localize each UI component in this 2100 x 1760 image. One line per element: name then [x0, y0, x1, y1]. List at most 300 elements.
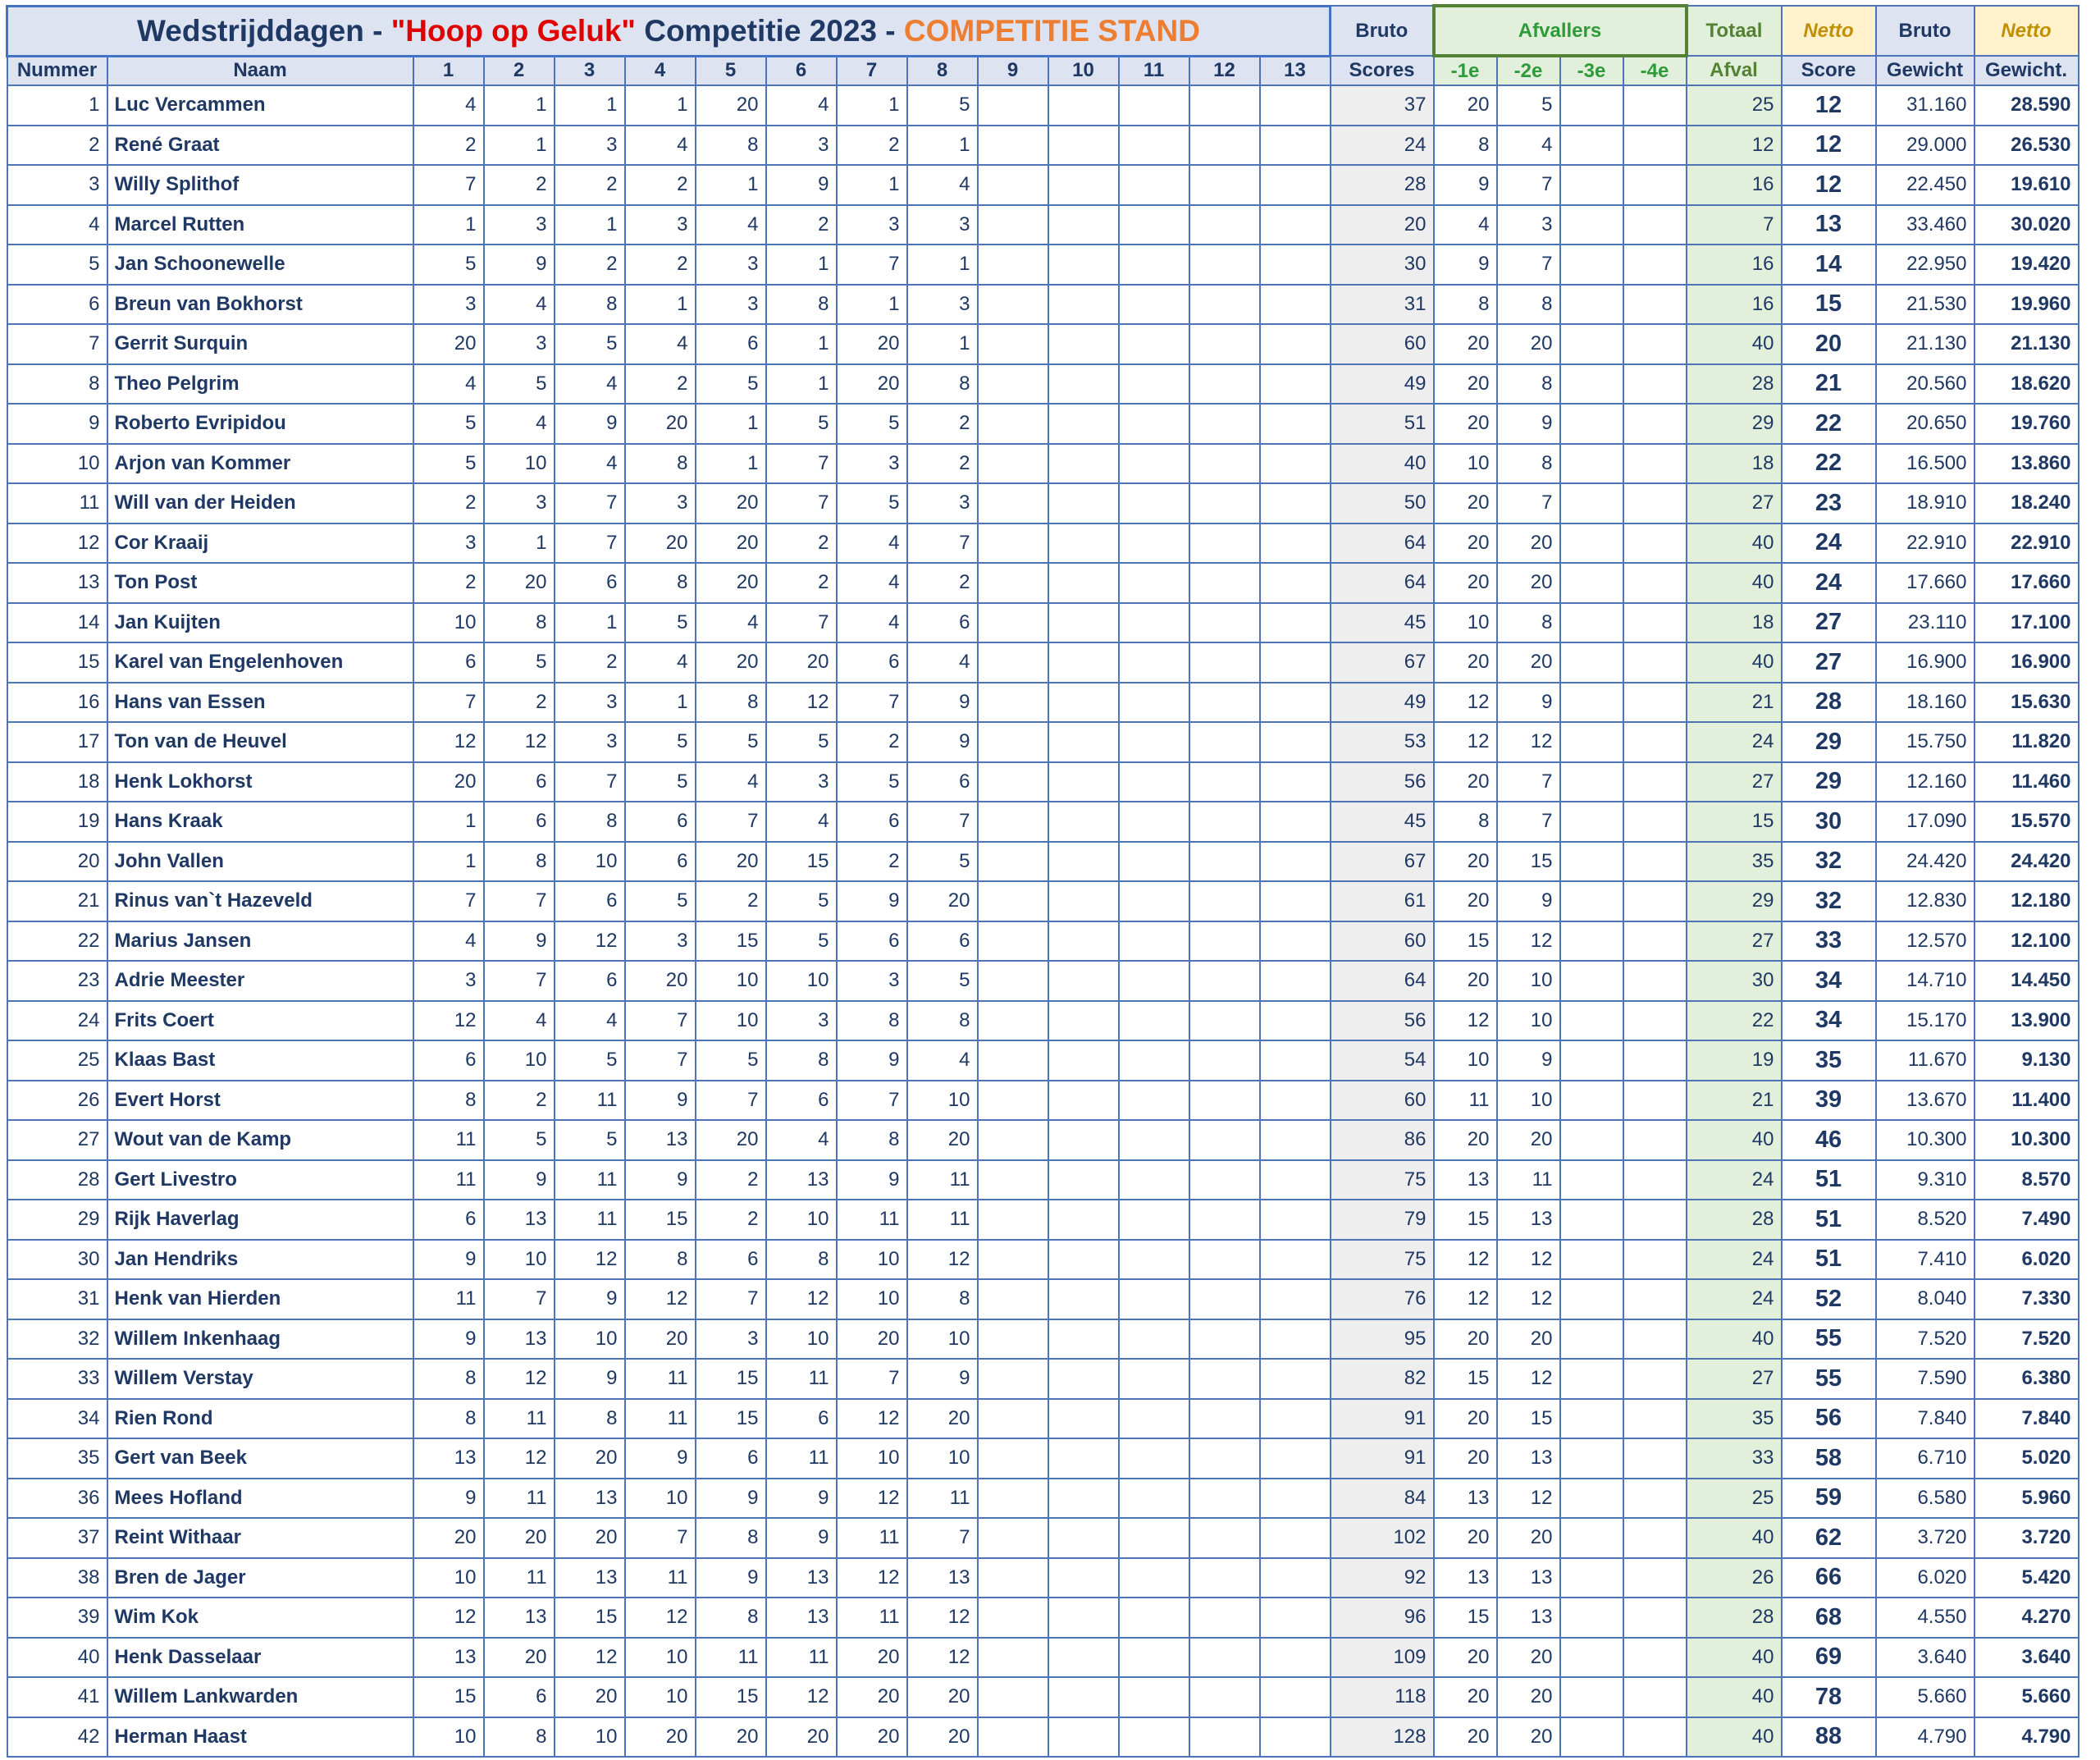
day-score: 1: [696, 404, 766, 444]
row-number: 22: [7, 921, 107, 962]
netto-score: 27: [1782, 642, 1876, 683]
participant-name: Hans van Essen: [107, 683, 413, 723]
day-score: 9: [413, 1240, 484, 1280]
table-row: [7, 642, 2079, 683]
day-score: 8: [484, 842, 555, 882]
afvaller-4: [1623, 364, 1687, 405]
netto-score: 39: [1782, 1081, 1876, 1121]
netto-score: 51: [1782, 1200, 1876, 1240]
day-score: [978, 1200, 1048, 1240]
day-score: 8: [413, 1081, 484, 1121]
row-number: 26: [7, 1081, 107, 1121]
total-afval: 24: [1687, 1240, 1782, 1280]
row-number: 37: [7, 1518, 107, 1558]
day-score: 9: [484, 921, 555, 962]
bruto-score: 64: [1331, 523, 1434, 564]
day-score: 11: [907, 1479, 978, 1519]
afvaller-1: 20: [1434, 881, 1497, 921]
day-score: [1189, 1200, 1260, 1240]
total-afval: 24: [1687, 1279, 1782, 1319]
participant-name: Roberto Evripidou: [107, 404, 413, 444]
day-score: [1260, 444, 1331, 484]
day-score: 20: [907, 1717, 978, 1758]
day-score: 6: [625, 802, 696, 842]
day-score: 11: [413, 1120, 484, 1160]
day-score: 7: [837, 1359, 907, 1399]
column-header: 3: [555, 56, 625, 85]
day-score: 9: [555, 1279, 625, 1319]
day-score: 8: [696, 1518, 766, 1558]
day-score: 2: [766, 205, 837, 245]
day-score: 12: [484, 1359, 555, 1399]
total-afval: 27: [1687, 762, 1782, 802]
day-score: [1119, 483, 1189, 523]
day-score: [978, 961, 1048, 1001]
afvaller-1: 12: [1434, 1001, 1497, 1041]
day-score: [1189, 1240, 1260, 1280]
afvaller-4: [1623, 1598, 1687, 1638]
afvaller-2: 12: [1497, 1240, 1560, 1280]
day-score: [1260, 722, 1331, 762]
bruto-gewicht: 14.710: [1876, 961, 1974, 1001]
day-score: 1: [555, 603, 625, 643]
day-score: 4: [625, 642, 696, 683]
netto-gewicht: 11.820: [1974, 722, 2079, 762]
netto-score: 66: [1782, 1558, 1876, 1598]
day-score: 4: [696, 762, 766, 802]
day-score: 6: [907, 603, 978, 643]
table-row: [7, 126, 2079, 166]
day-score: 2: [413, 483, 484, 523]
day-score: 7: [413, 881, 484, 921]
participant-name: Luc Vercammen: [107, 85, 413, 126]
day-score: 4: [484, 404, 555, 444]
day-score: 1: [766, 364, 837, 405]
day-score: 7: [484, 881, 555, 921]
day-score: 13: [555, 1479, 625, 1519]
afvaller-3: [1560, 364, 1623, 405]
day-score: 10: [413, 1558, 484, 1598]
total-afval: 15: [1687, 802, 1782, 842]
row-number: 27: [7, 1120, 107, 1160]
column-header: -2e: [1497, 56, 1560, 85]
day-score: 11: [625, 1359, 696, 1399]
day-score: 13: [555, 1558, 625, 1598]
day-score: 2: [413, 563, 484, 603]
day-score: 12: [413, 1001, 484, 1041]
bruto-gewicht: 13.670: [1876, 1081, 1974, 1121]
day-score: [978, 165, 1048, 205]
column-header: -1e: [1434, 56, 1497, 85]
day-score: [1048, 1081, 1119, 1121]
day-score: 9: [484, 245, 555, 285]
header-bruto-gewicht: Bruto: [1876, 6, 1974, 56]
day-score: 5: [625, 603, 696, 643]
day-score: 3: [413, 961, 484, 1001]
participant-name: Ton Post: [107, 563, 413, 603]
afvaller-1: 20: [1434, 1120, 1497, 1160]
total-afval: 29: [1687, 881, 1782, 921]
afvaller-1: 15: [1434, 921, 1497, 962]
day-score: [1260, 1359, 1331, 1399]
afvaller-2: 9: [1497, 881, 1560, 921]
table-row: [7, 285, 2079, 325]
row-number: 1: [7, 85, 107, 126]
day-score: 1: [484, 523, 555, 564]
day-score: [1048, 1399, 1119, 1439]
row-number: 31: [7, 1279, 107, 1319]
bruto-score: 40: [1331, 444, 1434, 484]
day-score: [1189, 1677, 1260, 1717]
day-score: 10: [484, 444, 555, 484]
day-score: 12: [625, 1279, 696, 1319]
day-score: 20: [696, 842, 766, 882]
netto-score: 20: [1782, 324, 1876, 364]
afvaller-1: 20: [1434, 1518, 1497, 1558]
day-score: [978, 881, 1048, 921]
day-score: 20: [696, 563, 766, 603]
day-score: [978, 285, 1048, 325]
day-score: 5: [555, 324, 625, 364]
netto-gewicht: 12.180: [1974, 881, 2079, 921]
day-score: 10: [766, 1200, 837, 1240]
day-score: 4: [766, 85, 837, 126]
afvaller-3: [1560, 683, 1623, 723]
day-score: 20: [625, 523, 696, 564]
afvaller-1: 20: [1434, 1399, 1497, 1439]
afvaller-3: [1560, 285, 1623, 325]
day-score: 20: [766, 642, 837, 683]
day-score: [1260, 1399, 1331, 1439]
bruto-gewicht: 20.650: [1876, 404, 1974, 444]
day-score: 11: [837, 1200, 907, 1240]
day-score: [978, 1081, 1048, 1121]
afvaller-2: 7: [1497, 245, 1560, 285]
table-row: [7, 603, 2079, 643]
day-score: 15: [696, 1359, 766, 1399]
netto-score: 58: [1782, 1438, 1876, 1479]
day-score: [1189, 722, 1260, 762]
bruto-gewicht: 7.410: [1876, 1240, 1974, 1280]
bruto-score: 102: [1331, 1518, 1434, 1558]
day-score: [1048, 1598, 1119, 1638]
sheet-title: [7, 6, 1331, 56]
afvaller-2: 13: [1497, 1200, 1560, 1240]
table-row: [7, 1677, 2079, 1717]
day-score: 20: [696, 1120, 766, 1160]
participant-name: Cor Kraaij: [107, 523, 413, 564]
day-score: 11: [413, 1279, 484, 1319]
afvaller-2: 20: [1497, 1638, 1560, 1678]
day-score: 9: [766, 165, 837, 205]
table-row: [7, 85, 2079, 126]
afvaller-2: 13: [1497, 1598, 1560, 1638]
bruto-score: 79: [1331, 1200, 1434, 1240]
day-score: 7: [766, 483, 837, 523]
day-score: 6: [907, 762, 978, 802]
netto-score: 46: [1782, 1120, 1876, 1160]
day-score: 11: [413, 1160, 484, 1200]
afvaller-3: [1560, 1279, 1623, 1319]
bruto-gewicht: 20.560: [1876, 364, 1974, 405]
day-score: 10: [413, 603, 484, 643]
afvaller-3: [1560, 802, 1623, 842]
afvaller-1: 20: [1434, 1638, 1497, 1678]
netto-gewicht: 11.400: [1974, 1081, 2079, 1121]
afvaller-3: [1560, 126, 1623, 166]
afvaller-1: 20: [1434, 762, 1497, 802]
afvaller-3: [1560, 165, 1623, 205]
day-score: 9: [837, 1040, 907, 1081]
day-score: 5: [766, 921, 837, 962]
day-score: 4: [625, 324, 696, 364]
day-score: [1048, 1677, 1119, 1717]
day-score: 7: [837, 245, 907, 285]
row-number: 20: [7, 842, 107, 882]
day-score: 3: [837, 961, 907, 1001]
day-score: [1189, 444, 1260, 484]
day-score: 5: [766, 881, 837, 921]
table-row: [7, 802, 2079, 842]
afvaller-2: 20: [1497, 324, 1560, 364]
day-score: 7: [907, 523, 978, 564]
afvaller-4: [1623, 1319, 1687, 1360]
bruto-score: 60: [1331, 324, 1434, 364]
day-score: 6: [837, 802, 907, 842]
day-score: [1189, 1518, 1260, 1558]
day-score: 5: [837, 762, 907, 802]
afvaller-3: [1560, 1399, 1623, 1439]
participant-name: Evert Horst: [107, 1081, 413, 1121]
row-number: 15: [7, 642, 107, 683]
day-score: 11: [837, 1518, 907, 1558]
afvaller-2: 7: [1497, 802, 1560, 842]
afvaller-1: 20: [1434, 483, 1497, 523]
bruto-gewicht: 24.420: [1876, 842, 1974, 882]
bruto-gewicht: 22.450: [1876, 165, 1974, 205]
day-score: 3: [413, 285, 484, 325]
day-score: [1189, 603, 1260, 643]
row-number: 18: [7, 762, 107, 802]
day-score: 7: [625, 1001, 696, 1041]
day-score: 4: [555, 364, 625, 405]
afvaller-1: 11: [1434, 1081, 1497, 1121]
day-score: [1189, 85, 1260, 126]
day-score: 7: [484, 961, 555, 1001]
table-row: [7, 563, 2079, 603]
day-score: 10: [907, 1438, 978, 1479]
day-score: 3: [766, 126, 837, 166]
day-score: 15: [625, 1200, 696, 1240]
day-score: [978, 364, 1048, 405]
day-score: 20: [837, 1677, 907, 1717]
day-score: [1189, 1001, 1260, 1041]
day-score: [1119, 285, 1189, 325]
day-score: 1: [837, 85, 907, 126]
bruto-score: 50: [1331, 483, 1434, 523]
day-score: [1260, 802, 1331, 842]
day-score: [1260, 881, 1331, 921]
day-score: [978, 1438, 1048, 1479]
afvaller-1: 20: [1434, 1319, 1497, 1360]
day-score: 4: [907, 642, 978, 683]
bruto-score: 61: [1331, 881, 1434, 921]
day-score: 8: [555, 285, 625, 325]
total-afval: 12: [1687, 126, 1782, 166]
afvaller-3: [1560, 1081, 1623, 1121]
afvaller-3: [1560, 85, 1623, 126]
afvaller-2: 15: [1497, 842, 1560, 882]
netto-gewicht: 19.960: [1974, 285, 2079, 325]
total-afval: 40: [1687, 1638, 1782, 1678]
day-score: [1260, 523, 1331, 564]
afvaller-4: [1623, 245, 1687, 285]
day-score: [1119, 1001, 1189, 1041]
afvaller-4: [1623, 404, 1687, 444]
day-score: 1: [413, 205, 484, 245]
total-afval: 21: [1687, 683, 1782, 723]
day-score: 9: [907, 683, 978, 723]
netto-score: 14: [1782, 245, 1876, 285]
row-number: 12: [7, 523, 107, 564]
day-score: 8: [696, 683, 766, 723]
table-row: [7, 205, 2079, 245]
day-score: 3: [413, 523, 484, 564]
day-score: [978, 1359, 1048, 1399]
bruto-gewicht: 7.840: [1876, 1399, 1974, 1439]
table-row: [7, 1598, 2079, 1638]
day-score: [1048, 1279, 1119, 1319]
day-score: 13: [413, 1638, 484, 1678]
column-header: 11: [1119, 56, 1189, 85]
day-score: [1119, 85, 1189, 126]
afvaller-2: 8: [1497, 285, 1560, 325]
afvaller-2: 12: [1497, 1359, 1560, 1399]
day-score: 11: [555, 1200, 625, 1240]
table-row: [7, 1319, 2079, 1360]
bruto-score: 91: [1331, 1399, 1434, 1439]
bruto-gewicht: 5.660: [1876, 1677, 1974, 1717]
day-score: [1119, 1479, 1189, 1519]
afvaller-1: 8: [1434, 126, 1497, 166]
total-afval: 40: [1687, 1518, 1782, 1558]
total-afval: 35: [1687, 1399, 1782, 1439]
day-score: 3: [484, 483, 555, 523]
netto-gewicht: 5.020: [1974, 1438, 2079, 1479]
day-score: 6: [413, 1200, 484, 1240]
day-score: 7: [696, 802, 766, 842]
day-score: [1189, 1160, 1260, 1200]
day-score: [1189, 642, 1260, 683]
afvaller-2: 12: [1497, 1279, 1560, 1319]
day-score: 13: [413, 1438, 484, 1479]
day-score: 15: [413, 1677, 484, 1717]
day-score: [1260, 245, 1331, 285]
day-score: 2: [413, 126, 484, 166]
day-score: [978, 563, 1048, 603]
day-score: 10: [484, 1240, 555, 1280]
participant-name: Willy Splithof: [107, 165, 413, 205]
afvaller-1: 10: [1434, 444, 1497, 484]
column-header: Score: [1782, 56, 1876, 85]
day-score: [1189, 1279, 1260, 1319]
day-score: 11: [555, 1081, 625, 1121]
day-score: 20: [907, 1120, 978, 1160]
row-number: 25: [7, 1040, 107, 1081]
day-score: 20: [837, 1717, 907, 1758]
day-score: 8: [413, 1399, 484, 1439]
day-score: 10: [907, 1319, 978, 1360]
day-score: 20: [696, 523, 766, 564]
netto-gewicht: 30.020: [1974, 205, 2079, 245]
day-score: [1048, 364, 1119, 405]
competition-table: [6, 4, 2079, 1758]
day-score: 12: [766, 1279, 837, 1319]
participant-name: Reint Withaar: [107, 1518, 413, 1558]
bruto-score: 76: [1331, 1279, 1434, 1319]
netto-score: 23: [1782, 483, 1876, 523]
day-score: [1048, 444, 1119, 484]
afvaller-2: 10: [1497, 1001, 1560, 1041]
day-score: [978, 126, 1048, 166]
day-score: [1119, 1717, 1189, 1758]
row-number: 30: [7, 1240, 107, 1280]
column-header: Scores: [1331, 56, 1434, 85]
afvaller-3: [1560, 245, 1623, 285]
bruto-score: 75: [1331, 1240, 1434, 1280]
day-score: 3: [766, 762, 837, 802]
day-score: 20: [413, 324, 484, 364]
afvaller-2: 20: [1497, 523, 1560, 564]
afvaller-4: [1623, 483, 1687, 523]
row-number: 10: [7, 444, 107, 484]
day-score: 4: [696, 205, 766, 245]
day-score: 7: [907, 1518, 978, 1558]
netto-gewicht: 7.330: [1974, 1279, 2079, 1319]
day-score: 7: [413, 165, 484, 205]
day-score: 9: [484, 1160, 555, 1200]
day-score: 10: [625, 1638, 696, 1678]
day-score: 2: [555, 642, 625, 683]
participant-name: Willem Inkenhaag: [107, 1319, 413, 1360]
netto-score: 12: [1782, 165, 1876, 205]
afvaller-4: [1623, 324, 1687, 364]
afvaller-2: 20: [1497, 1120, 1560, 1160]
afvaller-3: [1560, 642, 1623, 683]
afvaller-4: [1623, 1240, 1687, 1280]
day-score: 5: [696, 722, 766, 762]
day-score: 15: [766, 842, 837, 882]
afvaller-1: 20: [1434, 85, 1497, 126]
afvaller-4: [1623, 881, 1687, 921]
afvaller-1: 20: [1434, 1438, 1497, 1479]
table-row: [7, 364, 2079, 405]
day-score: 3: [625, 921, 696, 962]
day-score: 10: [907, 1081, 978, 1121]
table-row: [7, 324, 2079, 364]
netto-score: 12: [1782, 85, 1876, 126]
afvaller-2: 5: [1497, 85, 1560, 126]
day-score: 7: [555, 523, 625, 564]
afvaller-2: 8: [1497, 444, 1560, 484]
day-score: 2: [907, 563, 978, 603]
day-score: 1: [625, 683, 696, 723]
bruto-gewicht: 8.520: [1876, 1200, 1974, 1240]
netto-score: 28: [1782, 683, 1876, 723]
afvaller-3: [1560, 1438, 1623, 1479]
total-afval: 30: [1687, 961, 1782, 1001]
day-score: 12: [555, 1240, 625, 1280]
